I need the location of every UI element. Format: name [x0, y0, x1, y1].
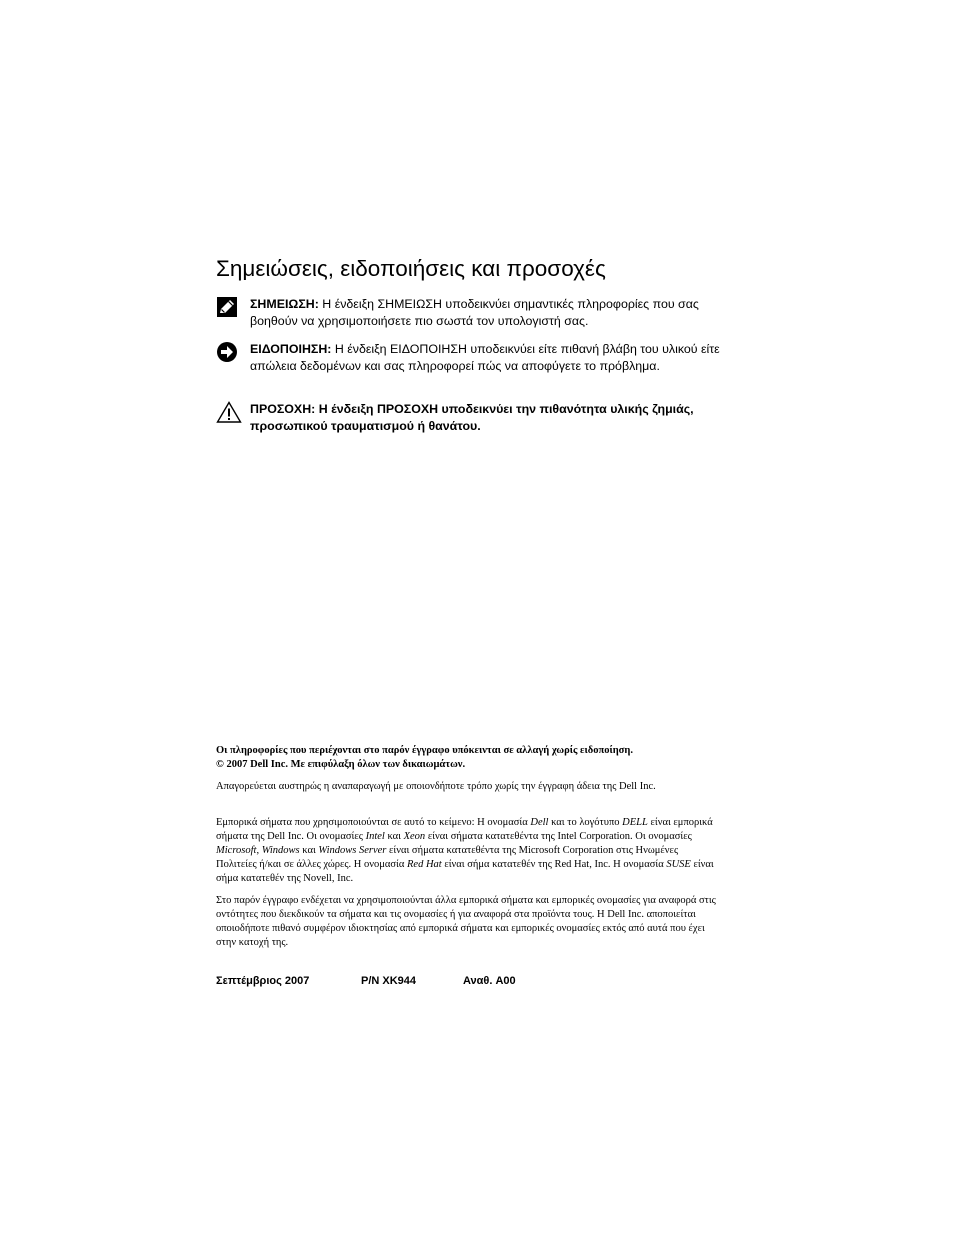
trademarks-text — [216, 816, 716, 886]
note-pencil-icon — [216, 296, 238, 318]
other-marks-paragraph — [216, 894, 716, 950]
trademark-microsoft: Microsoft — [216, 845, 257, 856]
trademarks-text-4: και — [384, 831, 404, 842]
trademarks-text-5: είναι σήματα κατατεθέντα της Intel Corporation. Οι ονομασίες — [425, 831, 692, 842]
footer-date: Σεπτέμβριος 2007 — [216, 975, 310, 987]
caution-label: ΠΡΟΣΟΧΗ: — [250, 402, 316, 416]
legal-notice — [216, 744, 716, 772]
other-marks-text: Στο παρόν έγγραφο ενδέχεται να χρησιμοποιούνται άλλα εμπορικά σήματα και εμπορικές ονομασίες για αναφορά στις οντότητες που διεκδικούν τα σήματα και τις ονομασίες ή για αναφορά στα προϊόντα τους. Η Dell Inc. αποποιείται οποιοδήποτε πιθανό συμφέρον ιδιοκτησίας από εμπορικά σήματα και εμπορικές ονομασίες εκτός από αυτά που έχει στην κατοχή της. — [216, 895, 716, 948]
trademarks-paragraph — [216, 816, 716, 886]
caution-block — [216, 401, 726, 439]
trademark-dell-logo: DELL — [622, 817, 648, 828]
note-body: Η ένδειξη ΣΗΜΕΙΩΣΗ υποδεικνύει σημαντικές πληροφορίες που σας βοηθούν να χρησιμοποιήσετε πιο σωστά τον υπολογιστή σας. — [250, 297, 699, 328]
trademark-red-hat: Red Hat — [407, 859, 442, 870]
trademark-dell: Dell — [530, 817, 549, 828]
trademark-intel: Intel — [365, 831, 385, 842]
warning-triangle-icon — [216, 401, 238, 423]
notice-block — [216, 341, 726, 397]
trademarks-text-6: , — [256, 845, 262, 856]
notice-body: Η ένδειξη ΕΙΔΟΠΟΙΗΣΗ υποδεικνύει είτε πιθανή βλάβη του υλικού είτε απώλεια δεδομένων και σας πληροφορεί πώς να αποφύγετε το πρόβλημα. — [250, 342, 720, 373]
caution-text — [250, 401, 726, 435]
note-block — [216, 296, 726, 336]
trademarks-text-1: Εμπορικά σήματα που χρησιμοποιούνται σε αυτό το κείμενο: Η ονομασία — [216, 817, 531, 828]
reproduction-paragraph — [216, 780, 716, 794]
trademarks-text-2: και το λογότυπο — [548, 817, 623, 828]
trademark-xeon: Xeon — [403, 831, 426, 842]
trademarks-text-10: είναι σήμα κατατεθέν της Novell, Inc. — [216, 859, 714, 884]
trademark-suse: SUSE — [666, 859, 691, 870]
trademarks-text-9: είναι σήμα κατατεθέν της Red Hat, Inc. Η ονομασία — [441, 859, 667, 870]
note-label: ΣΗΜΕΙΩΣΗ: — [250, 297, 319, 311]
notice-label: ΕΙΔΟΠΟΙΗΣΗ: — [250, 342, 332, 356]
trademarks-text-3: είναι εμπορικά σήματα της Dell Inc. Οι ονομασίες — [216, 817, 713, 842]
trademark-windows: Windows — [261, 845, 300, 856]
trademarks-text-8: είναι σήματα κατατεθέντα της Microsoft Corporation στις Ηνωμένες Πολιτείες ή/και σε άλλες χώρες. Η ονομασία — [216, 845, 679, 870]
page-title: Σημειώσεις, ειδοποιήσεις και προσοχές — [216, 256, 606, 281]
trademark-windows-server: Windows Server — [318, 845, 387, 856]
footer-part-number: P/N XK944 — [361, 975, 417, 987]
trademarks-text-7: και — [299, 845, 319, 856]
arrow-circle-icon — [216, 341, 238, 363]
copyright-line: © 2007 Dell Inc. Με επιφύλαξη όλων των δικαιωμάτων. — [216, 759, 466, 770]
legal-change-notice: Οι πληροφορίες που περιέχονται στο παρόν έγγραφο υπόκεινται σε αλλαγή χωρίς ειδοποίηση. — [216, 745, 633, 756]
reproduction-text: Απαγορεύεται αυστηρώς η αναπαραγωγή με οποιονδήποτε τρόπο χωρίς την έγγραφη άδεια της Dell Inc. — [216, 781, 656, 792]
caution-body: Η ένδειξη ΠΡΟΣΟΧΗ υποδεικνύει την πιθανότητα υλικής ζημιάς, προσωπικού τραυματισμού ή θανάτου. — [250, 402, 694, 433]
note-text — [250, 296, 726, 330]
footer-revision: Αναθ. A00 — [463, 975, 516, 987]
notice-text — [250, 341, 726, 375]
